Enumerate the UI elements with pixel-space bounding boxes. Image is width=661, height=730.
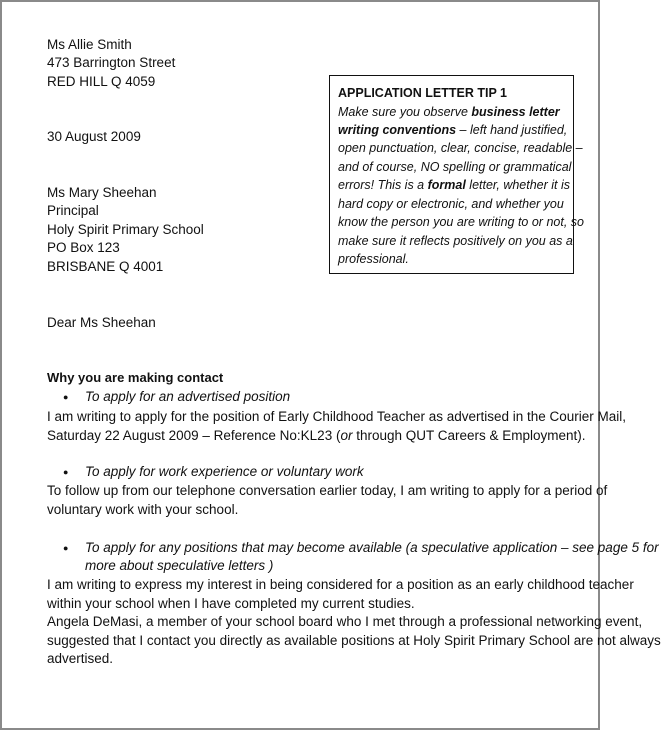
item-1-bullet: To apply for an advertised position: [85, 389, 291, 404]
tip-line: [338, 177, 570, 193]
tip-emphasis: business letter: [471, 105, 560, 119]
tip-line: hard copy or electronic, and whether you: [338, 197, 564, 211]
item-3-text: suggested that I contact you directly as available positions at Holy Spirit Primary School are not always: [47, 633, 661, 648]
recipient-city: BRISBANE Q 4001: [47, 259, 164, 274]
sender-suburb: RED HILL Q 4059: [47, 74, 156, 89]
letter-date: 30 August 2009: [47, 129, 141, 144]
sender-street: 473 Barrington Street: [47, 55, 176, 70]
item-text: through QUT Careers & Employment).: [352, 428, 586, 443]
item-2-text: voluntary work with your school.: [47, 502, 239, 517]
item-2-text: To follow up from our telephone conversation earlier today, I am writing to apply for a period of: [47, 483, 608, 498]
tip-text: – left hand justified,: [456, 123, 568, 137]
item-text: Saturday 22 August 2009 – Reference No:KL23 (: [47, 428, 341, 443]
recipient-title: Principal: [47, 203, 99, 218]
tip-line: professional.: [338, 252, 409, 266]
item-1-text: I am writing to apply for the position of Early Childhood Teacher as advertised in the Courier Mail,: [47, 409, 627, 424]
tip-line: open punctuation, clear, concise, readable –: [338, 141, 583, 155]
section-heading: Why you are making contact: [47, 370, 224, 385]
bullet-icon: ●: [63, 392, 69, 402]
item-3-bullet: more about speculative letters ): [85, 558, 274, 573]
item-1-text: [47, 428, 586, 444]
tip-line: [338, 104, 560, 120]
tip-line: and of course, NO spelling or grammatical: [338, 160, 572, 174]
tip-text: letter, whether it is: [465, 178, 571, 192]
bullet-icon: ●: [63, 467, 69, 477]
salutation: Dear Ms Sheehan: [47, 315, 156, 330]
tip-emphasis: formal: [427, 178, 466, 192]
bullet-icon: ●: [63, 543, 69, 553]
tip-emphasis: writing conventions: [338, 123, 457, 137]
item-3-text: I am writing to express my interest in being considered for a position as an early childhood teacher: [47, 577, 634, 592]
tip-text: errors! This is a: [338, 178, 428, 192]
recipient-name: Ms Mary Sheehan: [47, 185, 157, 200]
item-3-text: advertised.: [47, 651, 114, 666]
recipient-po-box: PO Box 123: [47, 240, 120, 255]
item-3-text: Angela DeMasi, a member of your school board who I met through a professional networking event,: [47, 614, 643, 629]
tip-line: know the person you are writing to or not, so: [338, 215, 584, 229]
item-3-text: within your school when I have completed my current studies.: [47, 596, 415, 611]
tip-line: [338, 122, 567, 138]
recipient-school: Holy Spirit Primary School: [47, 222, 204, 237]
sender-name: Ms Allie Smith: [47, 37, 132, 52]
tip-heading: APPLICATION LETTER TIP 1: [338, 86, 507, 100]
tip-line: make sure it reflects positively on you as a: [338, 234, 573, 248]
item-text-italic: or: [340, 428, 353, 443]
item-3-bullet: To apply for any positions that may become available (a speculative application – see page 5 for: [85, 540, 659, 555]
item-2-bullet: To apply for work experience or voluntary work: [85, 464, 364, 479]
tip-text: Make sure you observe: [338, 105, 472, 119]
